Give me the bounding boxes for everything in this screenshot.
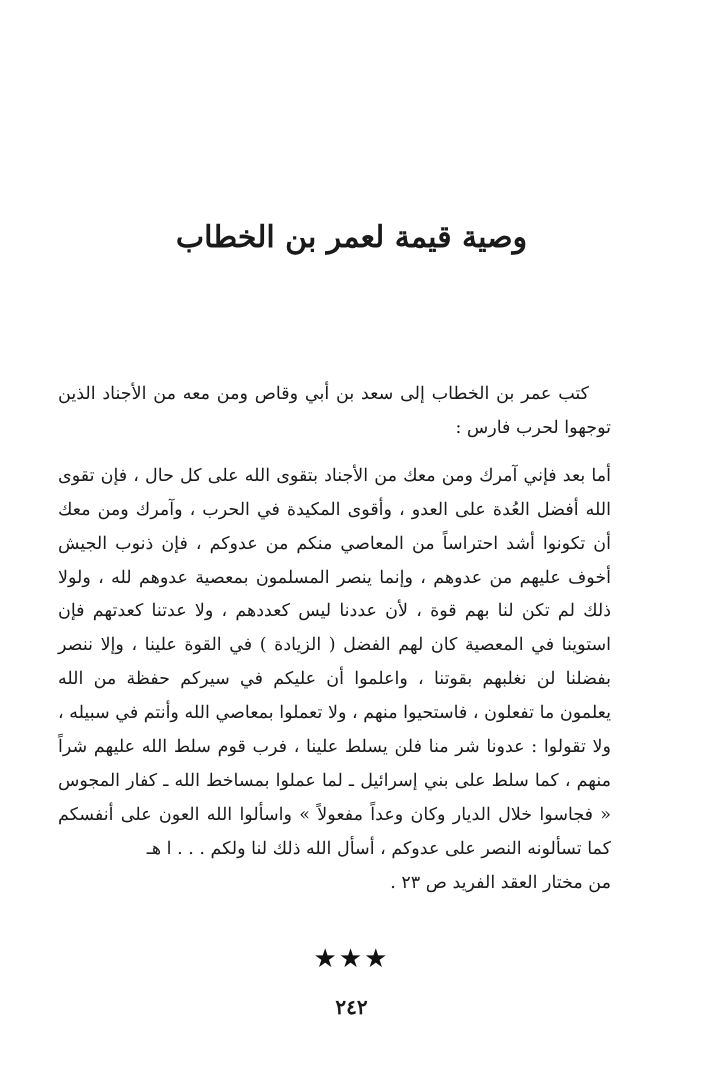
intro-paragraph: كتب عمر بن الخطاب إلى سعد بن أبي وقاص ومن معه من الأجناد الذين توجهوا لحرب فارس : — [58, 384, 611, 438]
source-citation: من مختار العقد الفريد ص ٢٣ . — [390, 872, 611, 893]
page-title: وصية قيمة لعمر بن الخطاب — [175, 220, 528, 255]
body-text — [58, 378, 611, 901]
section-separator: ★★★ — [313, 944, 390, 974]
letter-paragraph: أما بعد فإني آمرك ومن معك من الأجناد بتقوى الله على كل حال ، فإن تقوى الله أفضل العُدة على العدو ، وأقوى المكيدة في الحرب ، وآمرك ومن معك أن تكونوا أشد احتراساً من المعاصي منكم من عدوكم ، فإن ذنوب الجيش أخوف عليهم من عدوهم ، وإنما ينصر المسلمون بمعصية عدوهم لله ، ولولا ذلك لم تكن لنا بهم قوة ، لأن عددنا ليس كعددهم ، ولا عدتنا كعدتهم فإن استوينا في المعصية كان لهم الفضل ( الزيادة ) في القوة علينا ، وإلا ننصر بفضلنا لن نغلبهم بقوتنا ، واعلموا أن عليكم في سيركم حفظة من الله يعلمون ما تفعلون ، فاستحيوا منهم ، ولا تعملوا بمعاصي الله وأنتم في سبيله ، ولا تقولوا : عدونا شر منا فلن يسلط علينا ، فرب قوم سلط الله عليهم شراً منهم ، كما سلط على بني إسرائيل ـ لما عملوا بمساخط الله ـ كفار المجوس « فجاسوا خلال الديار وكان وعداً مفعولاً » واسألوا الله العون على أنفسكم كما تسألونه النصر على عدوكم ، أسأل الله ذلك لنا ولكم . . . ا هـ — [58, 465, 611, 859]
page-number: ٢٤٢ — [335, 995, 368, 1019]
